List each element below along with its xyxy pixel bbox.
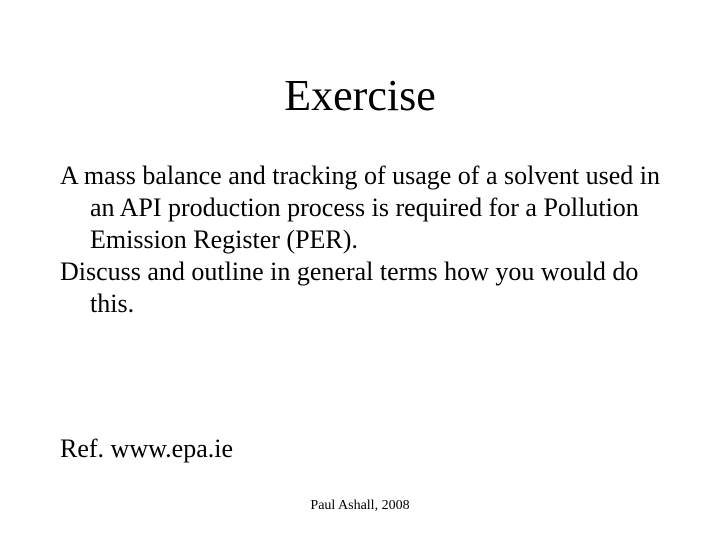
reference-line: Ref. www.epa.ie	[60, 434, 234, 463]
bullet-discuss: Discuss and outline in general terms how you would do this.	[60, 257, 639, 318]
bullet-mass-balance: A mass balance and tracking of usage of a solvent used in an API production process is required for a Pollution Emission Register (PER).	[60, 161, 660, 254]
slide-body	[60, 160, 670, 320]
slide-title: Exercise	[284, 71, 436, 120]
slide-footer: Paul Ashall, 2008	[310, 498, 410, 513]
